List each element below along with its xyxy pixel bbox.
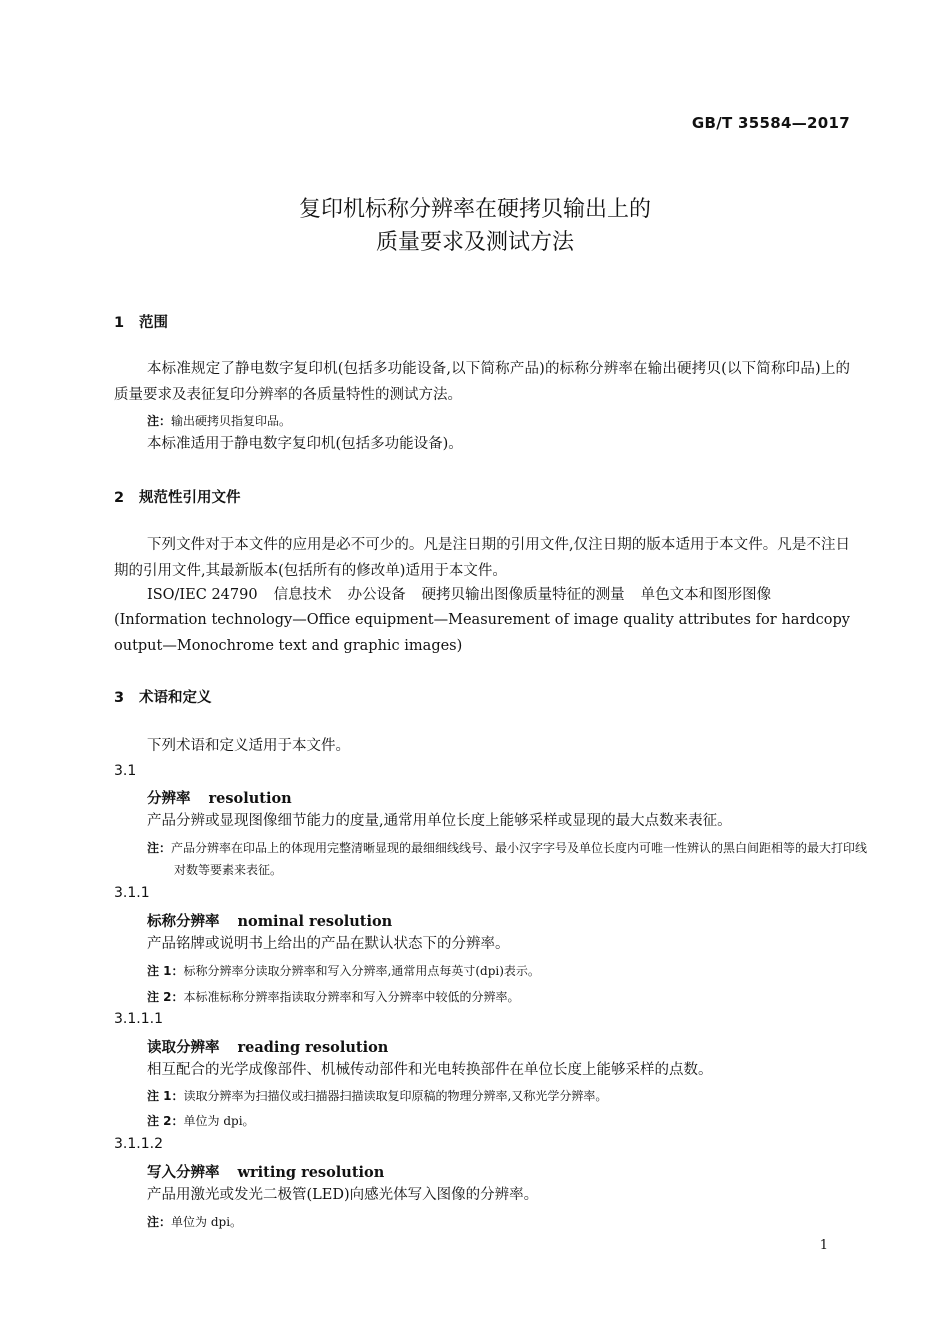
note-text: 读取分辨率为扫描仪或扫描器扫描读取复印原稿的物理分辨率,又称光学分辨率。 bbox=[183, 1089, 608, 1103]
reference-title-part: 硬拷贝输出图像质量特征的测量 bbox=[421, 587, 625, 603]
reference-title-part: 单色文本和图形图像 bbox=[640, 587, 772, 603]
term-heading bbox=[147, 910, 392, 931]
note-label: 注： bbox=[147, 841, 172, 855]
term-number: 3.1.1.1 bbox=[114, 1011, 163, 1027]
note-label: 注 1： bbox=[147, 964, 184, 978]
reference-title-part: 信息技术 bbox=[273, 587, 332, 603]
note-text: 标称分辨率分读取分辨率和写入分辨率,通常用点每英寸(dpi)表示。 bbox=[183, 964, 540, 978]
term-definition: 产品铭牌或说明书上给出的产品在默认状态下的分辨率。 bbox=[147, 936, 510, 952]
section-1-heading bbox=[114, 311, 168, 332]
refs-paragraph-1: 下列文件对于本文件的应用是必不可少的。凡是注日期的引用文件,仅注日期的版本适用于本文件。凡是不注日期的引用文件,其最新版本(包括所有的修改单)适用于本文件。 bbox=[114, 537, 850, 579]
section-title: 规范性引用文件 bbox=[139, 490, 241, 506]
term-number: 3.1.1.2 bbox=[114, 1136, 163, 1152]
term-definition: 相互配合的光学成像部件、机械传动部件和光电转换部件在单位长度上能够采样的点数。 bbox=[147, 1062, 713, 1078]
term-note-2 bbox=[147, 986, 850, 1008]
document-title bbox=[0, 193, 950, 259]
note-label: 注 2： bbox=[147, 990, 184, 1004]
reference-entry bbox=[114, 582, 850, 608]
section-title: 术语和定义 bbox=[139, 690, 212, 706]
note-label: 注 2： bbox=[147, 1114, 184, 1128]
term-en: writing resolution bbox=[237, 1164, 385, 1181]
term-zh: 读取分辨率 bbox=[147, 1040, 220, 1056]
terms-intro: 下列术语和定义适用于本文件。 bbox=[147, 738, 350, 754]
section-number: 3 bbox=[114, 690, 125, 706]
term-heading bbox=[147, 787, 292, 808]
title-line-2: 质量要求及测试方法 bbox=[375, 230, 574, 255]
term-zh: 写入分辨率 bbox=[147, 1165, 220, 1181]
term-note bbox=[147, 837, 877, 881]
term-en: reading resolution bbox=[237, 1039, 389, 1056]
note-text: 产品分辨率在印品上的体现用完整清晰显现的最细细线线号、最小汉字字号及单位长度内可唯一性辨认的黑白间距相等的最大打印线对数等要素来表征。 bbox=[171, 841, 868, 877]
note-text: 本标准标称分辨率指读取分辨率和写入分辨率中较低的分辨率。 bbox=[183, 990, 520, 1004]
section-number: 1 bbox=[114, 315, 125, 331]
term-definition: 产品用激光或发光二极管(LED)向感光体写入图像的分辨率。 bbox=[147, 1187, 539, 1203]
section-title: 范围 bbox=[139, 315, 168, 331]
term-note-1 bbox=[147, 1085, 850, 1107]
scope-paragraph-2: 本标准适用于静电数字复印机(包括多功能设备)。 bbox=[147, 436, 463, 452]
scope-paragraph-1: 本标准规定了静电数字复印机(包括多功能设备,以下简称产品)的标称分辨率在输出硬拷贝(以下简称印品)上的质量要求及表征复印分辨率的各质量特性的测试方法。 bbox=[114, 361, 850, 403]
term-heading bbox=[147, 1161, 384, 1182]
note-label: 注 1： bbox=[147, 1089, 184, 1103]
term-zh: 分辨率 bbox=[147, 791, 191, 807]
note-text: 输出硬拷贝指复印品。 bbox=[171, 414, 292, 428]
term-en: resolution bbox=[208, 790, 292, 807]
term-note-1 bbox=[147, 960, 850, 982]
section-number: 2 bbox=[114, 490, 125, 506]
note-text: 单位为 dpi。 bbox=[183, 1114, 255, 1128]
term-zh: 标称分辨率 bbox=[147, 914, 220, 930]
note-label: 注： bbox=[147, 1215, 172, 1229]
reference-id: ISO/IEC 24790 bbox=[147, 587, 258, 603]
section-3-heading bbox=[114, 686, 212, 707]
scope-note bbox=[147, 410, 850, 432]
term-heading bbox=[147, 1036, 388, 1057]
term-definition: 产品分辨或显现图像细节能力的度量,通常用单位长度上能够采样或显现的最大点数来表征。 bbox=[147, 813, 732, 829]
term-number: 3.1 bbox=[114, 763, 137, 779]
note-text: 单位为 dpi。 bbox=[171, 1215, 243, 1229]
standard-code: GB/T 35584—2017 bbox=[691, 114, 850, 132]
term-en: nominal resolution bbox=[237, 913, 393, 930]
reference-title-part: 办公设备 bbox=[347, 587, 406, 603]
note-label: 注： bbox=[147, 414, 172, 428]
title-line-1: 复印机标称分辨率在硬拷贝输出上的 bbox=[298, 197, 651, 222]
term-note bbox=[147, 1211, 850, 1233]
term-number: 3.1.1 bbox=[114, 885, 150, 901]
term-note-2 bbox=[147, 1110, 850, 1132]
reference-english-title: (Information technology—Office equipment—Measurement of image quality attributes for hardcopy output—Monochrome text and graphic images) bbox=[114, 612, 850, 654]
section-2-heading bbox=[114, 486, 241, 507]
page-number: 1 bbox=[819, 1238, 828, 1253]
